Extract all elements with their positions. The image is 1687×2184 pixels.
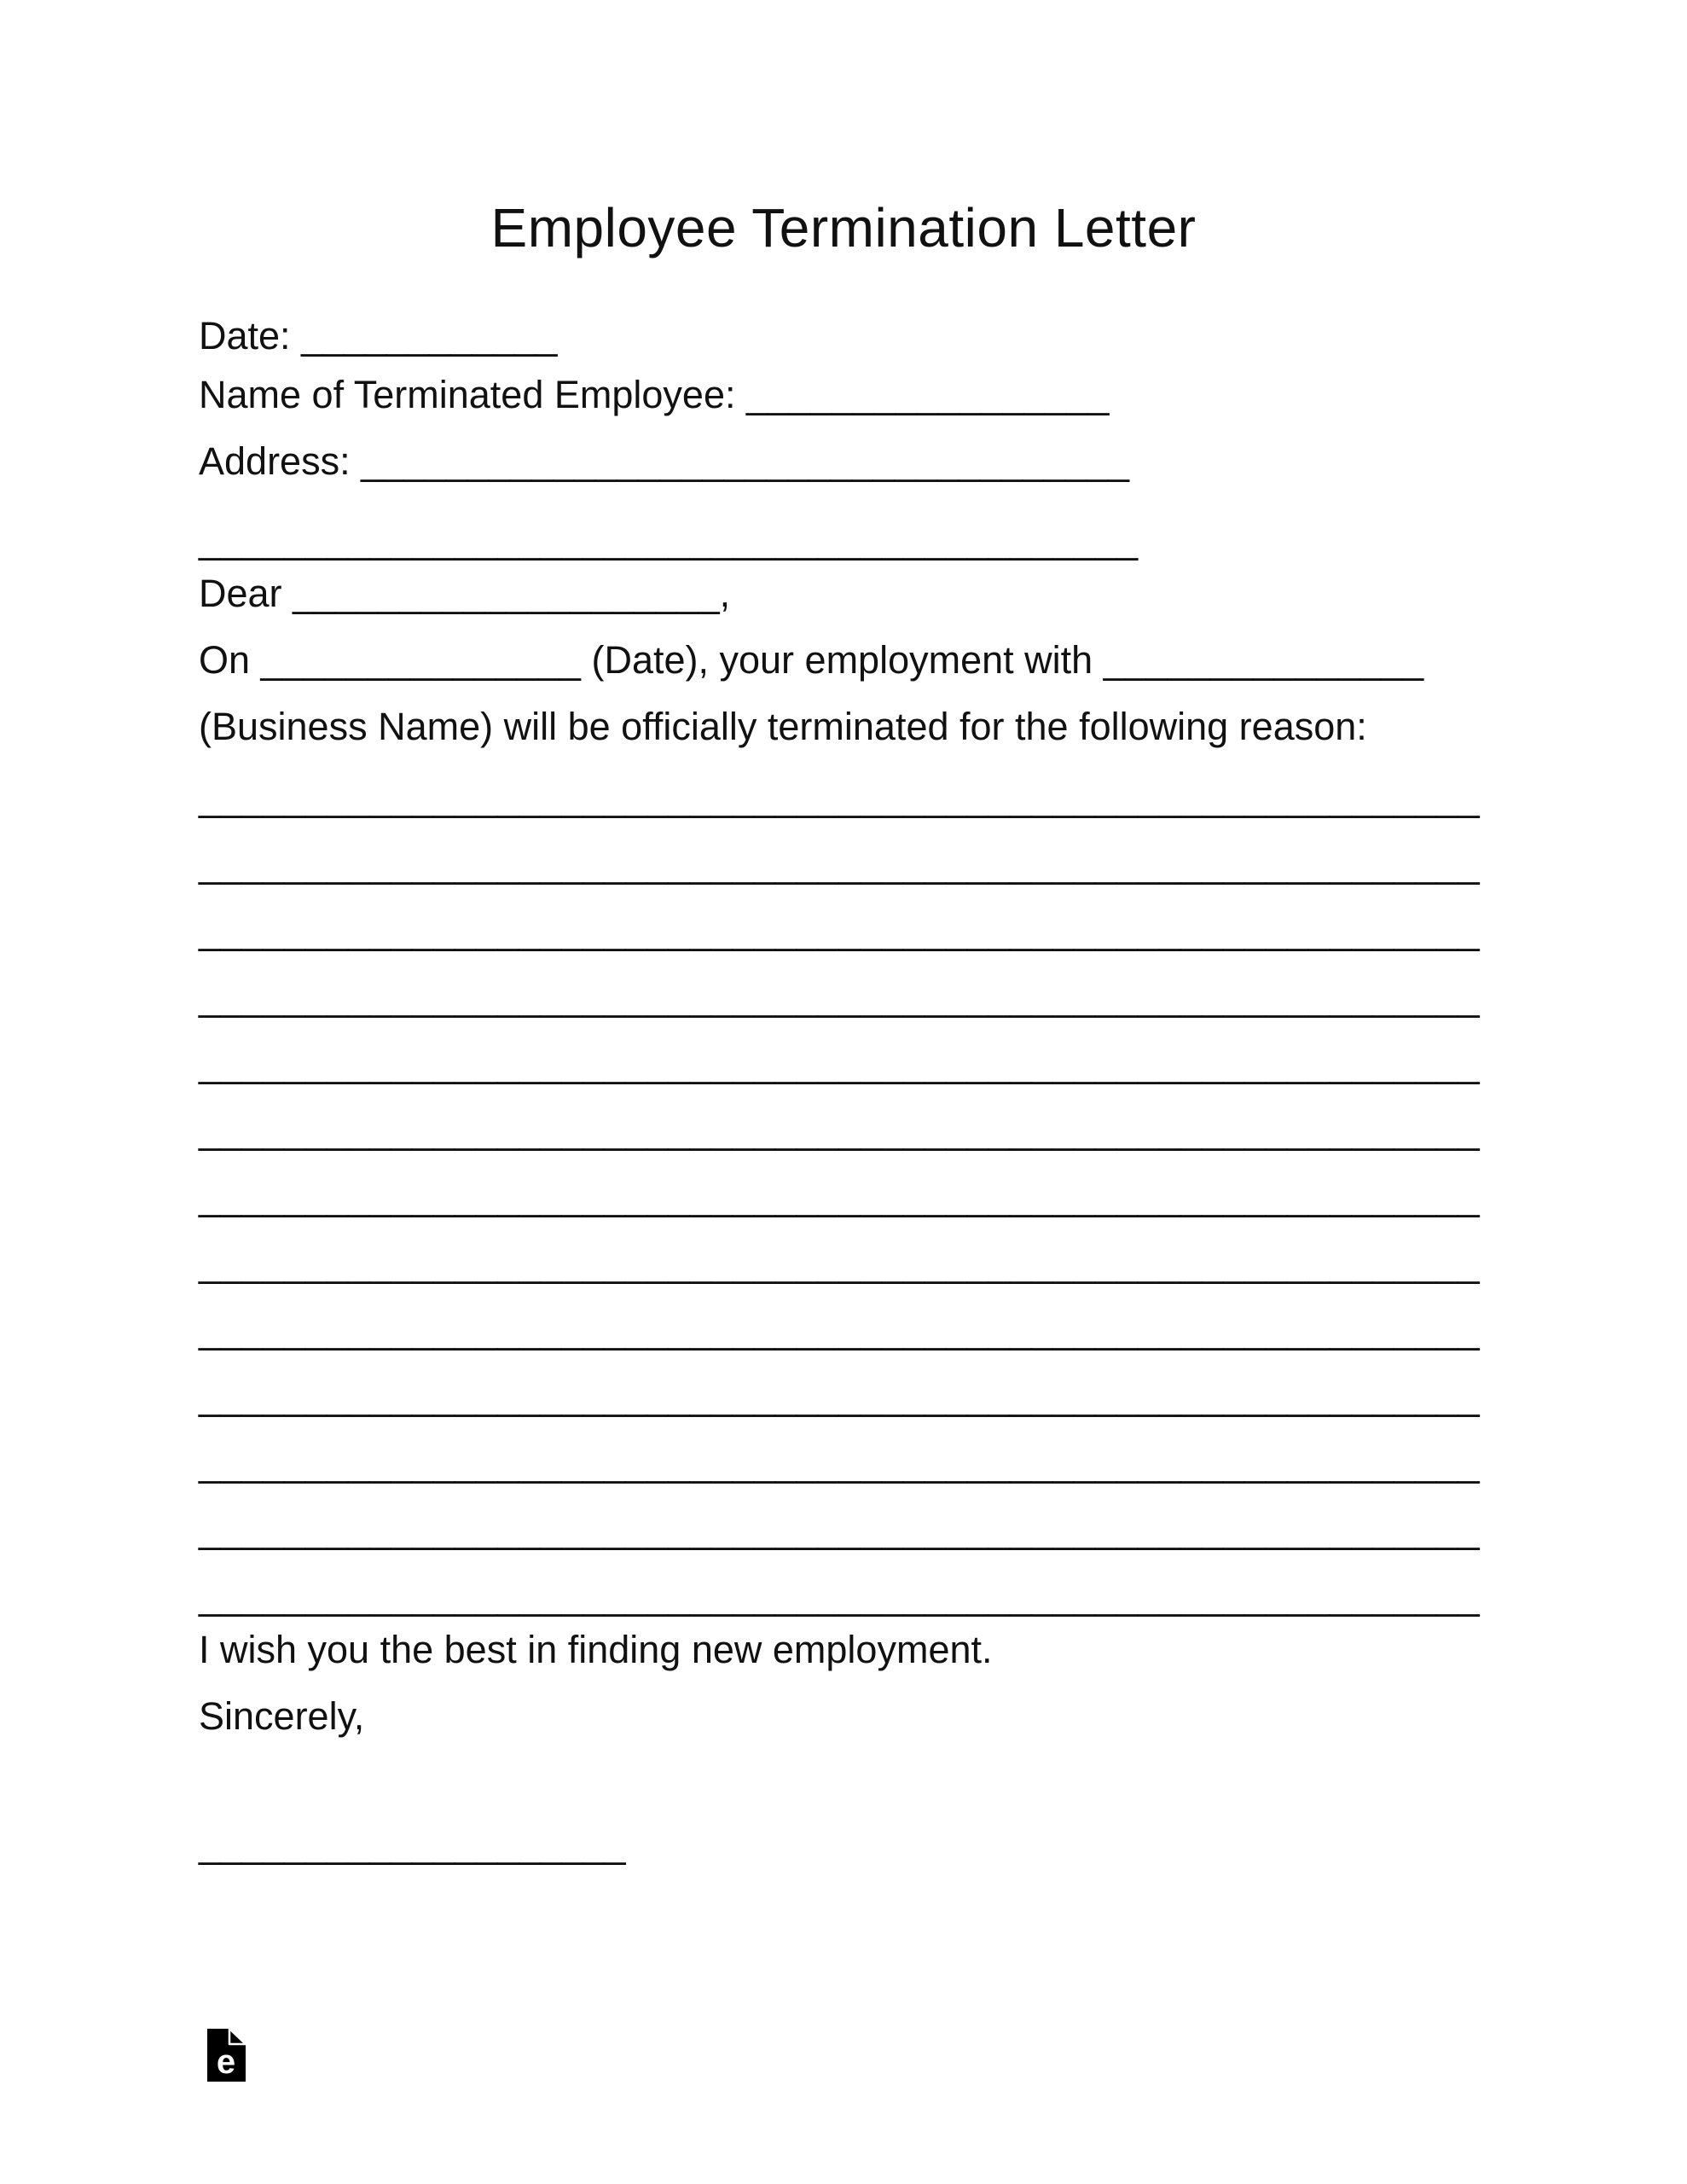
page-title: Employee Termination Letter xyxy=(490,197,1197,258)
field-date-blank: ____________ xyxy=(301,314,558,357)
salutation-comma: , xyxy=(719,572,731,615)
salutation-row xyxy=(199,561,730,627)
logo-letter: e xyxy=(216,2043,236,2081)
reason-line: ____________________________________________________________ xyxy=(199,1108,1480,1152)
field-address-blank-2: ____________________________________________ xyxy=(199,518,1139,561)
employment-with-text: (Date), your employment with xyxy=(591,638,1093,682)
on-label: On xyxy=(199,638,251,682)
reason-line: ____________________________________________________________ xyxy=(199,1507,1480,1551)
field-employee-name-label: Name of Terminated Employee: xyxy=(199,373,736,416)
reason-line: ____________________________________________________________ xyxy=(199,1574,1480,1618)
salutation-label: Dear xyxy=(199,572,282,615)
reason-line: ____________________________________________________________ xyxy=(199,975,1480,1019)
field-address-label: Address: xyxy=(199,439,351,483)
reason-line: ____________________________________________________________ xyxy=(199,1042,1480,1085)
eforms-logo xyxy=(207,2029,246,2082)
reason-line: ____________________________________________________________ xyxy=(199,909,1480,952)
field-address-blank: ____________________________________ xyxy=(361,439,1130,483)
reason-line: ____________________________________________________________ xyxy=(199,842,1480,886)
reason-line: ____________________________________________________________ xyxy=(199,1241,1480,1285)
field-date xyxy=(199,303,557,369)
field-address xyxy=(199,428,1129,495)
termination-date-blank: _______________ xyxy=(260,638,581,682)
closing-section xyxy=(199,1617,993,1750)
signature-blank: ____________________ xyxy=(199,1822,626,1866)
field-employee-name-blank: _________________ xyxy=(746,373,1110,416)
reason-line: ____________________________________________________________ xyxy=(199,1175,1480,1218)
business-name-blank: _______________ xyxy=(1103,638,1424,682)
reason-line: ____________________________________________________________ xyxy=(199,1374,1480,1418)
salutation-blank: ____________________ xyxy=(293,572,720,615)
closing-signoff: Sincerely, xyxy=(199,1694,365,1738)
field-date-label: Date: xyxy=(199,314,291,357)
reason-line: ____________________________________________________________ xyxy=(199,1308,1480,1351)
document-icon xyxy=(207,2029,246,2082)
reason-line: ____________________________________________________________ xyxy=(199,775,1480,819)
business-reason-row: (Business Name) will be officially terminated for the following reason: xyxy=(199,705,1367,748)
signature-line xyxy=(199,1811,626,1878)
field-employee-name xyxy=(199,362,1109,428)
reason-lines-section xyxy=(199,764,1480,1629)
closing-wish: I wish you the best in finding new employment. xyxy=(199,1628,993,1671)
termination-date-row xyxy=(199,627,1423,694)
reason-line: ____________________________________________________________ xyxy=(199,1441,1480,1484)
